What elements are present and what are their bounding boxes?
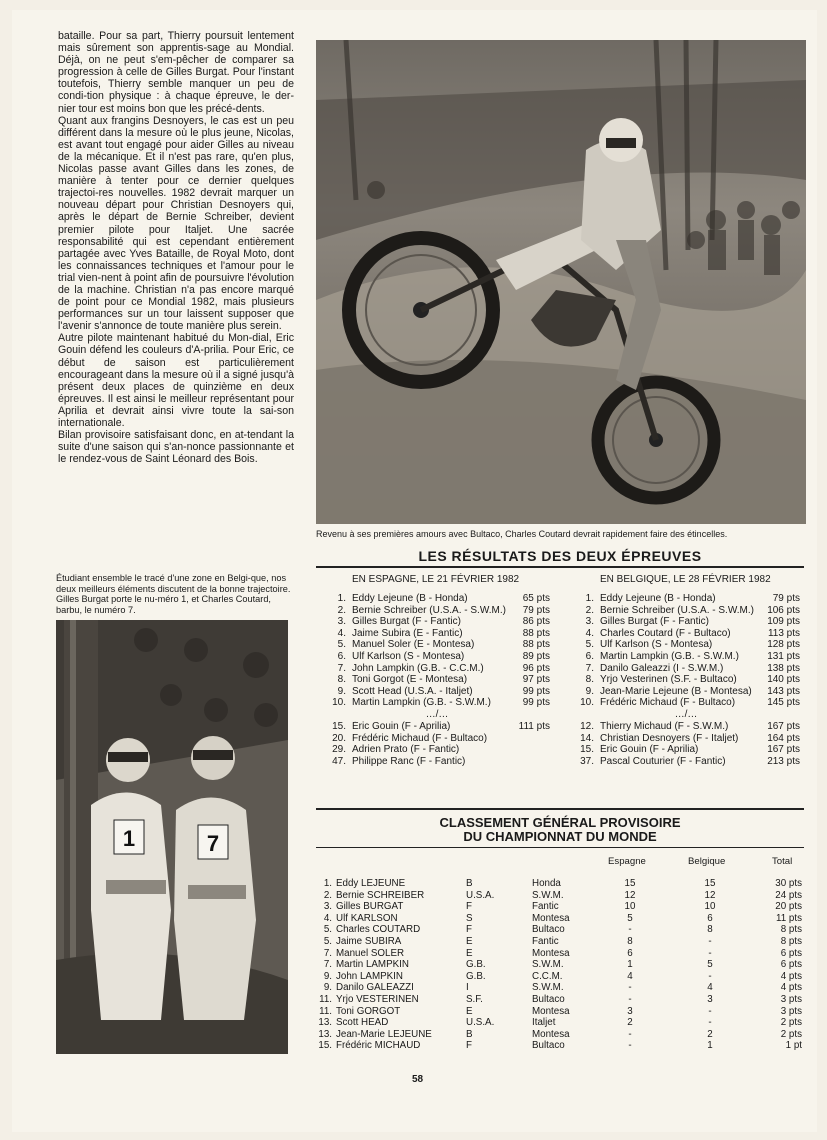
result-rank: 1. xyxy=(337,593,346,604)
article-paragraph: Bilan provisoire satisfaisant donc, en at-tendant la suite d'une saison qui s'an-nonce passionnante et le rendez-vous de Saint Léonard des Bois. xyxy=(58,429,294,466)
result-rank: 10. xyxy=(580,697,594,709)
page-number: 58 xyxy=(412,1074,424,1085)
standing-nation: I xyxy=(466,982,469,994)
standing-spain-points: - xyxy=(628,1040,632,1052)
side-photo-caption: Étudiant ensemble le tracé d'une zone en Belgi-que, nos deux meilleurs éléments discutent de la bonne trajectoire. Gilles Burgat porte le nu-méro 1, et Charles Coutard, barbu, le numéro 7. xyxy=(56,573,291,615)
standing-rank: 15. xyxy=(318,1040,332,1052)
standing-belgium-points: 2 xyxy=(707,1028,713,1040)
result-points: 109 pts xyxy=(767,616,800,628)
standing-nation: E xyxy=(466,935,473,947)
standing-make: S.W.M. xyxy=(532,982,564,994)
result-rider: Martin Lampkin (G.B. - S.W.M.) xyxy=(352,697,491,709)
result-rank: 6. xyxy=(337,650,346,662)
standing-row xyxy=(316,1029,804,1041)
standing-total: 30 pts xyxy=(775,878,802,889)
standing-spain-points: 5 xyxy=(627,912,633,924)
standing-spain-points: 4 xyxy=(627,970,633,982)
standing-belgium-points: - xyxy=(708,935,712,947)
standing-belgium-points: 3 xyxy=(707,993,713,1005)
result-rider: Bernie Schreiber (U.S.A. - S.W.M.) xyxy=(600,604,754,616)
standing-row xyxy=(316,971,804,983)
standing-make: S.W.M. xyxy=(532,959,564,971)
standing-make: Bultaco xyxy=(532,924,565,936)
standing-belgium-points: - xyxy=(708,947,712,959)
standing-total: 24 pts xyxy=(775,889,802,901)
standing-rider: Toni GORGOT xyxy=(336,1005,401,1017)
result-points: 138 pts xyxy=(767,662,800,674)
result-rider: Frédéric Michaud (F - Bultaco) xyxy=(600,697,736,709)
result-rank: 6. xyxy=(585,650,594,662)
result-rank: 37. xyxy=(580,755,594,767)
result-rider: Danilo Galeazzi (I - S.W.M.) xyxy=(600,662,724,674)
result-row xyxy=(324,663,550,675)
result-points: 167 pts xyxy=(767,744,800,756)
result-rank: 10. xyxy=(332,697,346,709)
result-rider: Thierry Michaud (F - S.W.M.) xyxy=(600,720,729,732)
standing-total: 11 pts xyxy=(776,912,802,924)
standing-nation: F xyxy=(466,924,472,936)
standings-title-line2: DU CHAMPIONNAT DU MONDE xyxy=(463,829,657,844)
standing-row xyxy=(316,890,804,902)
standing-rank: 5. xyxy=(323,935,332,947)
standing-make: Bultaco xyxy=(532,993,565,1005)
result-rank: 7. xyxy=(585,662,594,674)
standing-row xyxy=(316,959,804,971)
standing-total: 4 pts xyxy=(780,970,802,982)
main-photo-caption: Revenu à ses premières amours avec Bultaco, Charles Coutard devrait rapidement faire des étincelles. xyxy=(316,529,728,539)
result-row xyxy=(572,756,800,768)
result-rider: Frédéric Michaud (F - Bultaco) xyxy=(352,732,488,744)
results-section xyxy=(316,548,804,768)
standing-rider: Yrjo VESTERINEN xyxy=(336,993,419,1005)
standing-make: Italjet xyxy=(532,1017,556,1029)
standing-row xyxy=(316,982,804,994)
standing-belgium-points: 12 xyxy=(704,889,716,901)
result-points: 99 pts xyxy=(522,685,550,697)
standing-spain-points: 10 xyxy=(624,901,636,913)
standing-belgium-points: 6 xyxy=(707,912,713,924)
standing-nation: E xyxy=(466,1005,473,1017)
result-rank: 4. xyxy=(585,627,594,639)
side-photo xyxy=(56,620,288,1054)
standing-total: 1 pt xyxy=(785,1040,802,1052)
standing-spain-points: 8 xyxy=(627,935,633,947)
result-rider: Manuel Soler (E - Montesa) xyxy=(352,639,475,651)
result-points: 79 pts xyxy=(772,593,800,604)
standing-belgium-points: 8 xyxy=(707,924,713,936)
result-rider: Toni Gorgot (E - Montesa) xyxy=(352,674,468,686)
standing-make: Bultaco xyxy=(532,1040,565,1052)
col-total-header: Total xyxy=(772,856,793,867)
result-rider: Jean-Marie Lejeune (B - Montesa) xyxy=(600,685,752,697)
standing-nation: B xyxy=(466,1028,473,1040)
standing-make: Montesa xyxy=(532,947,570,959)
bib-number: 1 xyxy=(122,826,136,851)
result-row xyxy=(572,663,800,675)
standing-rider: Scott HEAD xyxy=(336,1017,389,1029)
result-points: 96 pts xyxy=(522,662,550,674)
belgium-heading: EN BELGIQUE, LE 28 FÉVRIER 1982 xyxy=(600,574,771,585)
result-row xyxy=(572,721,800,733)
result-points: 213 pts xyxy=(767,755,800,767)
result-row xyxy=(324,721,550,733)
result-row xyxy=(324,651,550,663)
standing-nation: S xyxy=(466,912,473,924)
col-spain-header: Espagne xyxy=(608,856,646,867)
result-rank: 5. xyxy=(585,639,594,651)
standing-rider: Frédéric MICHAUD xyxy=(336,1040,421,1052)
standings-section xyxy=(316,808,804,1052)
standing-total: 2 pts xyxy=(780,1017,802,1029)
col-belgium-header: Belgique xyxy=(688,856,726,867)
standing-spain-points: - xyxy=(628,1028,632,1040)
result-rank: 9. xyxy=(585,685,594,697)
result-rider: Gilles Burgat (F - Fantic) xyxy=(600,616,709,628)
standing-rider: Manuel SOLER xyxy=(336,947,405,959)
standing-rank: 7. xyxy=(323,959,332,971)
result-rider: Charles Coutard (F - Bultaco) xyxy=(600,627,731,639)
result-row xyxy=(572,593,800,605)
standing-total: 8 pts xyxy=(780,924,802,936)
standing-rank: 3. xyxy=(323,901,332,913)
standing-rank: 1. xyxy=(323,878,332,889)
standing-belgium-points: 15 xyxy=(704,878,716,889)
standing-make: Montesa xyxy=(532,912,570,924)
result-rank: 15. xyxy=(580,744,594,756)
standing-rank: 11. xyxy=(319,993,332,1005)
result-rider: Ulf Karlson (S - Montesa) xyxy=(600,639,713,651)
result-row xyxy=(324,744,550,756)
standing-rank: 9. xyxy=(323,982,332,994)
result-row xyxy=(572,651,800,663)
article-paragraph: Quant aux frangins Desnoyers, le cas est un peu différent dans la mesure où le plus jeune, Nicolas, est avant tout engagé pour aider Gilles au niveau de la mécanique. Et il n'est pas rare, qu'en plus, Nicolas passe avant Gilles dans les zones, de manière à tenter pour ce dernier quelques trajectoi-res nouvelles. 1982 devrait marquer un nouveau départ pour Christian Desnoyers qui, après le départ de Bernie Schreiber, devient premier pilote pour Italjet. Une sacrée responsabilité qui est cependant entièrement partagée avec Yves Bataille, de Royal Moto, dont les connaissances techniques et l'amour pour le trial vien-nent à point afin de poursuivre l'évolution de la machine. Christian n'a pas encore marqué de point pour ce Mondial 1982, mais plusieurs performances sur un tour laissent supposer que l'avenir s'annonce de toute manière plus serein. xyxy=(58,114,294,333)
belgium-results xyxy=(572,574,800,767)
standing-rider: Bernie SCHREIBER xyxy=(336,889,425,901)
result-rank: 12. xyxy=(580,720,594,732)
standing-rank: 13. xyxy=(318,1028,332,1040)
standing-belgium-points: - xyxy=(708,970,712,982)
standing-nation: S.F. xyxy=(466,993,483,1005)
standing-total: 6 pts xyxy=(780,947,802,959)
standing-rider: Jean-Marie LEJEUNE xyxy=(336,1028,432,1040)
result-points: 106 pts xyxy=(767,604,800,616)
standing-make: S.W.M. xyxy=(532,889,564,901)
result-points: 88 pts xyxy=(522,627,550,639)
result-rider: Philippe Ranc (F - Fantic) xyxy=(352,755,466,767)
result-rider: Éric Gouin (F - Aprilia) xyxy=(600,744,699,756)
standing-nation: U.S.A. xyxy=(466,889,495,901)
spain-heading: EN ESPAGNE, LE 21 FÉVRIER 1982 xyxy=(352,574,520,585)
result-row xyxy=(324,756,550,768)
bib-number: 7 xyxy=(206,831,220,856)
standing-belgium-points: 4 xyxy=(707,982,713,994)
result-row xyxy=(324,605,550,617)
standing-make: Fantic xyxy=(532,935,559,947)
article-paragraph: bataille. Pour sa part, Thierry poursuit lentement mais sûrement son apprentis-sage au Mondial. Déjà, on ne peut s'em-pêcher de comparer sa progression à celle de Gilles Burgat. Pour l'instant toutefois, Thierry semble manquer un peu de condi-tion physique : à chaque épreuve, le der-nier tour est moins bon que les précé-dents. xyxy=(58,30,294,115)
result-points: 86 pts xyxy=(522,616,550,628)
standing-total: 3 pts xyxy=(780,993,802,1005)
standing-spain-points: 3 xyxy=(627,1005,633,1017)
result-points: 164 pts xyxy=(767,732,800,744)
result-points: 145 pts xyxy=(767,697,800,709)
standing-rank: 4. xyxy=(323,912,332,924)
standing-spain-points: 12 xyxy=(624,889,636,901)
gap-mark: …/… xyxy=(674,708,698,720)
standing-rider: Eddy LEJEUNE xyxy=(336,878,406,889)
result-rank: 8. xyxy=(585,674,594,686)
result-row xyxy=(572,616,800,628)
result-row xyxy=(324,616,550,628)
standing-row xyxy=(316,1006,804,1018)
standing-row xyxy=(316,913,804,925)
standing-rider: Ulf KARLSON xyxy=(336,912,398,924)
result-rider: Éric Gouin (F - Aprilia) xyxy=(352,720,451,732)
standing-rider: Charles COUTARD xyxy=(336,924,421,936)
result-row xyxy=(324,733,550,745)
result-rider: Bernie Schreiber (U.S.A. - S.W.M.) xyxy=(352,604,506,616)
result-rank: 29. xyxy=(332,744,346,756)
standing-nation: G.B. xyxy=(466,959,486,971)
result-rider: Jaime Subira (E - Fantic) xyxy=(352,627,463,639)
result-rider: Scott Head (U.S.A. - Italjet) xyxy=(352,685,473,697)
result-rank: 7. xyxy=(337,662,346,674)
result-rank: 20. xyxy=(332,732,346,744)
standing-total: 2 pts xyxy=(780,1028,802,1040)
results-title: LES RÉSULTATS DES DEUX ÉPREUVES xyxy=(316,548,804,568)
standing-make: C.C.M. xyxy=(532,970,563,982)
result-row xyxy=(572,639,800,651)
standing-make: Fantic xyxy=(532,901,559,913)
result-points: 89 pts xyxy=(522,650,550,662)
standing-total: 6 pts xyxy=(780,959,802,971)
result-points: 99 pts xyxy=(522,697,550,709)
result-row xyxy=(572,697,800,709)
result-rank: 1. xyxy=(585,593,594,604)
standing-spain-points: 6 xyxy=(627,947,633,959)
result-rank: 2. xyxy=(585,604,594,616)
standing-rider: Martin LAMPKIN xyxy=(336,959,409,971)
result-rider: John Lampkin (G.B. - C.C.M.) xyxy=(352,662,484,674)
standing-nation: B xyxy=(466,878,473,889)
result-row xyxy=(324,593,550,605)
standing-belgium-points: 10 xyxy=(704,901,716,913)
main-photo xyxy=(316,40,806,524)
standing-spain-points: 2 xyxy=(627,1017,633,1029)
standing-spain-points: - xyxy=(628,993,632,1005)
standing-row xyxy=(316,924,804,936)
standing-spain-points: - xyxy=(628,924,632,936)
standing-row xyxy=(316,994,804,1006)
standing-nation: U.S.A. xyxy=(466,1017,495,1029)
result-points: 143 pts xyxy=(767,685,800,697)
standing-rank: 9. xyxy=(323,970,332,982)
standing-row xyxy=(316,1017,804,1029)
result-points: 111 pts xyxy=(518,720,550,732)
standing-row xyxy=(316,901,804,913)
result-rank: 4. xyxy=(337,627,346,639)
result-rider: Eddy Lejeune (B - Honda) xyxy=(600,593,716,604)
result-rank: 47. xyxy=(332,755,346,767)
result-points: 128 pts xyxy=(767,639,800,651)
standing-row xyxy=(316,1040,804,1052)
article-text xyxy=(58,30,294,465)
result-row xyxy=(572,744,800,756)
standing-rank: 7. xyxy=(323,947,332,959)
result-row xyxy=(324,639,550,651)
standing-spain-points: - xyxy=(628,982,632,994)
standing-rider: Jaime SUBIRA xyxy=(336,935,402,947)
standing-row xyxy=(316,936,804,948)
result-row xyxy=(572,605,800,617)
result-row xyxy=(324,674,550,686)
result-rank: 8. xyxy=(337,674,346,686)
standing-total: 3 pts xyxy=(780,1005,802,1017)
result-rank: 9. xyxy=(337,685,346,697)
result-rider: Christian Desnoyers (F - Italjet) xyxy=(600,732,739,744)
result-points: 140 pts xyxy=(767,674,800,686)
result-rider: Gilles Burgat (F - Fantic) xyxy=(352,616,461,628)
standing-belgium-points: - xyxy=(708,1017,712,1029)
result-row xyxy=(324,628,550,640)
result-rank: 2. xyxy=(337,604,346,616)
gap-mark: …/… xyxy=(425,708,449,720)
standing-total: 4 pts xyxy=(780,982,802,994)
standing-rider: Gilles BURGAT xyxy=(336,901,404,913)
standing-belgium-points: - xyxy=(708,1005,712,1017)
standing-total: 20 pts xyxy=(775,901,802,913)
standing-nation: F xyxy=(466,1040,472,1052)
result-rider: Adrien Prato (F - Fantic) xyxy=(352,744,460,756)
standing-spain-points: 1 xyxy=(627,959,633,971)
standing-spain-points: 15 xyxy=(624,878,636,889)
result-row xyxy=(572,628,800,640)
standing-rank: 11. xyxy=(319,1005,332,1017)
standing-make: Montesa xyxy=(532,1005,570,1017)
standing-row xyxy=(316,948,804,960)
standing-nation: G.B. xyxy=(466,970,486,982)
standing-nation: E xyxy=(466,947,473,959)
result-row xyxy=(572,733,800,745)
standing-total: 8 pts xyxy=(780,935,802,947)
result-row xyxy=(324,697,550,709)
standings-title-line1: CLASSEMENT GÉNÉRAL PROVISOIRE xyxy=(439,815,681,830)
result-rider: Ulf Karlson (S - Montesa) xyxy=(352,650,465,662)
standings-title xyxy=(316,816,804,848)
standing-rider: Danilo GALEAZZI xyxy=(336,982,414,994)
standing-nation: F xyxy=(466,901,472,913)
result-rank: 15. xyxy=(332,720,346,732)
result-points: 65 pts xyxy=(522,593,550,604)
result-points: 167 pts xyxy=(767,720,800,732)
standing-rider: John LAMPKIN xyxy=(336,970,403,982)
standing-rank: 13. xyxy=(318,1017,332,1029)
standing-rank: 5. xyxy=(323,924,332,936)
result-points: 79 pts xyxy=(522,604,550,616)
result-points: 113 pts xyxy=(767,627,800,639)
standing-row xyxy=(316,878,804,890)
standing-rank: 2. xyxy=(323,889,332,901)
result-row xyxy=(324,686,550,698)
standing-make: Honda xyxy=(532,878,561,889)
result-row xyxy=(572,686,800,698)
result-rank: 5. xyxy=(337,639,346,651)
standing-belgium-points: 1 xyxy=(707,1040,713,1052)
result-rank: 3. xyxy=(585,616,594,628)
result-row xyxy=(572,674,800,686)
result-rider: Eddy Lejeune (B - Honda) xyxy=(352,593,468,604)
result-points: 97 pts xyxy=(522,674,550,686)
article-paragraph: Autre pilote maintenant habitué du Mon-dial, Eric Gouin défend les couleurs d'A-prilia. Pour Eric, ce début de saison est particulièrement encourageant dans la mesure où il a signé jusqu'à présent deux places de quinzième en deux épreuves. Il est ainsi le meilleur représentant pour Aprilia et devrait ainsi vivre toute la sai-son internationale. xyxy=(58,332,294,429)
spain-results xyxy=(324,574,550,767)
standing-make: Montesa xyxy=(532,1028,570,1040)
result-rider: Pascal Couturier (F - Fantic) xyxy=(600,755,726,767)
result-points: 131 pts xyxy=(767,650,800,662)
result-rider: Yrjo Vesterinen (S.F. - Bultaco) xyxy=(600,674,737,686)
result-rank: 14. xyxy=(580,732,594,744)
result-rank: 3. xyxy=(337,616,346,628)
result-rider: Martin Lampkin (G.B. - S.W.M.) xyxy=(600,650,739,662)
result-points: 88 pts xyxy=(522,639,550,651)
standings-header xyxy=(316,848,804,870)
standing-belgium-points: 5 xyxy=(707,959,713,971)
